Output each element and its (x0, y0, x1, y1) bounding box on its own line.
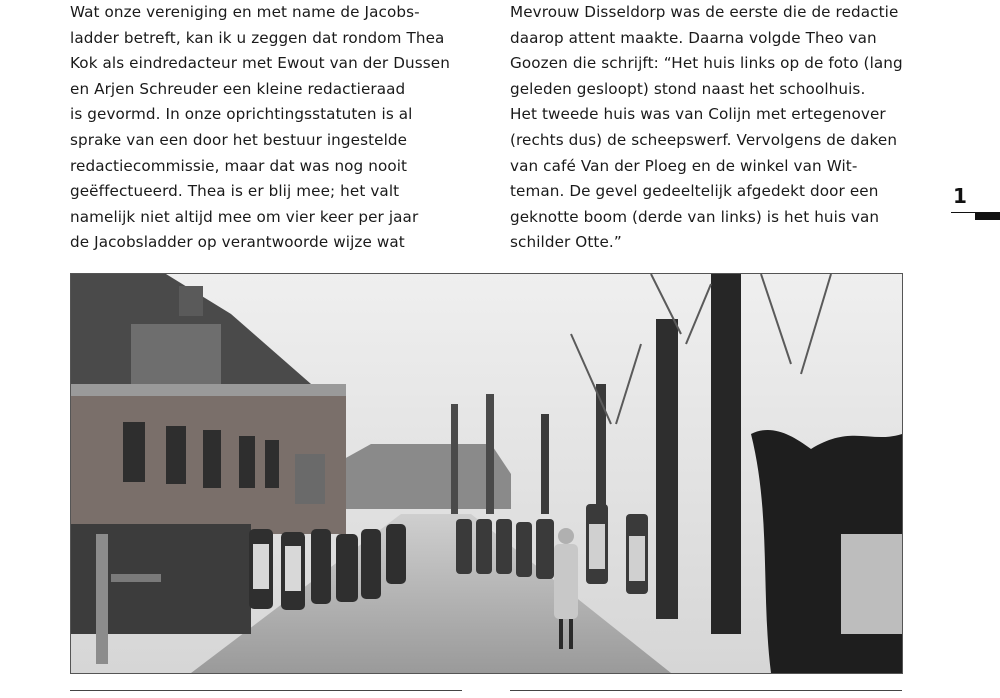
text-line: schilder Otte.” (510, 233, 622, 252)
bottom-rule-left (70, 690, 462, 691)
text-line: en Arjen Schreuder een kleine redactieraad (70, 79, 406, 98)
text-line: geknotte boom (derde van links) is het huis van (510, 207, 880, 226)
text-line: van café Van der Ploeg en de winkel van Wit- (510, 156, 858, 175)
text-line: Wat onze vereniging en met name de Jacobs- (70, 3, 420, 21)
text-line: Goozen die schrijft: “Het huis links op de foto (lang (510, 54, 903, 73)
text-line: sprake van een door het bestuur ingestelde (70, 130, 408, 149)
page-number-tab (975, 213, 1000, 220)
text-line: redactiecommissie, maar dat was nog nooit (70, 156, 408, 175)
text-line: teman. De gevel gedeeltelijk afgedekt door een (510, 182, 879, 201)
text-line: geleden gesloopt) stond naast het schoolhuis. (510, 79, 866, 98)
text-line: (rechts dus) de scheepswerf. Vervolgens de daken (510, 130, 898, 149)
article-column-right (510, 0, 902, 256)
bottom-rule-right (510, 690, 902, 691)
text-line: de Jacobsladder op verantwoorde wijze wat (70, 233, 405, 252)
historic-photo-image (71, 274, 902, 673)
text-line: ladder betreft, kan ik u zeggen dat rondom Thea (70, 28, 445, 47)
text-line: Het tweede huis was van Colijn met ertegenover (510, 105, 886, 124)
text-line: is gevormd. In onze oprichtingsstatuten is al (70, 105, 413, 124)
page-number: 1 (953, 184, 967, 208)
text-line: namelijk niet altijd mee om vier keer per jaar (70, 207, 419, 226)
text-line: daarop attent maakte. Daarna volgde Theo van (510, 28, 877, 47)
historic-photo (70, 273, 903, 674)
text-line: Mevrouw Disseldorp was de eerste die de redactie (510, 3, 899, 21)
text-line: Kok als eindredacteur met Ewout van der Dussen (70, 54, 450, 73)
article-column-left (70, 0, 462, 256)
text-line: geëffectueerd. Thea is er blij mee; het valt (70, 182, 400, 201)
